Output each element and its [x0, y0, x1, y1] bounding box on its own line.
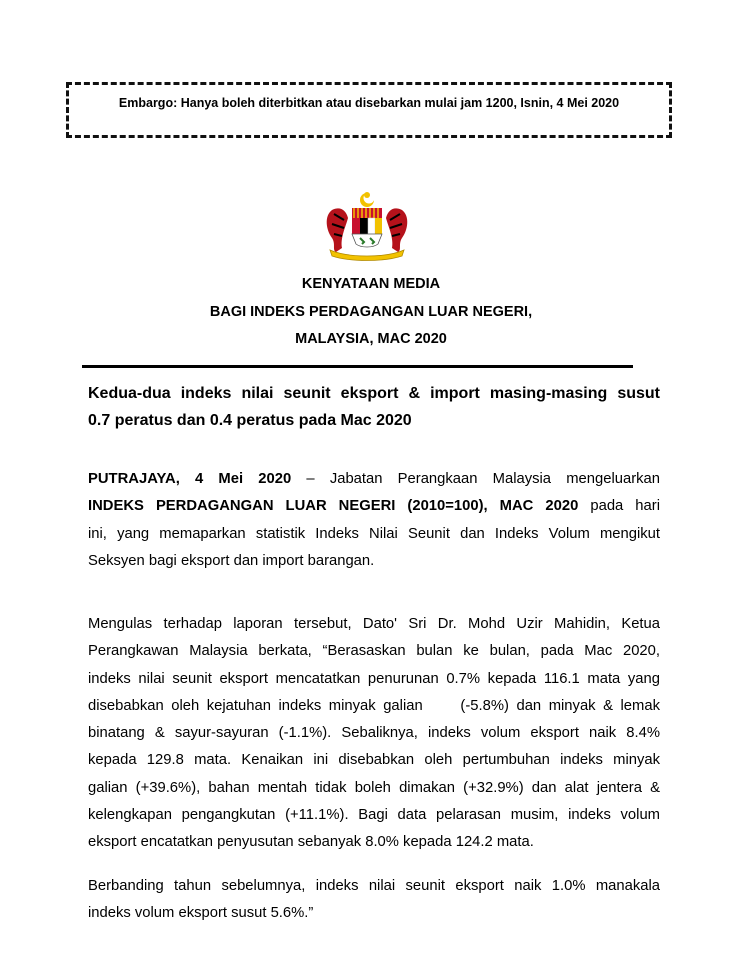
yoy-line-1: Berbanding tahun sebelumnya, indeks nilai seunit eksport naik 1.0% manakala: [88, 878, 660, 894]
statement-line: binatang & sayur-sayuran (-1.1%). Sebaliknya, indeks volum eksport naik 8.4%: [88, 725, 660, 742]
statement-line: Perangkawan Malaysia berkata, “Berasaskan bulan ke bulan, pada Mac 2020,: [88, 643, 660, 660]
intro-line-2: [88, 493, 660, 520]
heading-line-1: KENYATAAN MEDIA: [301, 276, 441, 292]
intro-line-1-text: – Jabatan Perangkaan Malaysia mengeluarkan: [291, 471, 661, 487]
intro-line-1: [88, 466, 660, 493]
heading-line-2: BAGI INDEKS PERDAGANGAN LUAR NEGERI,: [209, 304, 533, 320]
embargo-text: Embargo: Hanya boleh diterbitkan atau disebarkan mulai jam 1200, Isnin, 4 Mei 2020: [118, 96, 620, 110]
intro-line-3: ini, yang memaparkan statistik Indeks Nilai Seunit dan Indeks Volum mengikut: [88, 525, 660, 542]
embargo-notice-box: [66, 82, 672, 138]
horizontal-divider: [82, 365, 633, 368]
statement-line: kepada 129.8 mata. Kenaikan ini disebabkan oleh pertumbuhan indeks minyak: [88, 752, 660, 769]
subheading-line-1: Kedua-dua indeks nilai seunit eksport & import masing-masing susut: [88, 385, 660, 402]
paragraph-statement: [88, 611, 660, 857]
statement-line: disebabkan oleh kejatuhan indeks minyak galian (-5.8%) dan minyak & lemak: [88, 697, 660, 714]
intro-line-2-text: pada hari: [578, 498, 660, 515]
statement-line: eksport encatatkan penyusutan sebanyak 8.0% kepada 124.2 mata.: [88, 834, 534, 851]
paragraph-intro: [88, 466, 660, 575]
subheading: [88, 380, 660, 434]
paragraph-year-on-year: [88, 873, 660, 928]
malaysia-coat-of-arms-icon: [318, 190, 416, 262]
report-title: INDEKS PERDAGANGAN LUAR NEGERI (2010=100), MAC 2020: [88, 498, 579, 515]
subheading-line-2: 0.7 peratus dan 0.4 peratus pada Mac 2020: [88, 412, 412, 429]
heading-line-3: MALAYSIA, MAC 2020: [295, 331, 447, 347]
statement-line: indeks nilai seunit eksport mencatatkan penurunan 0.7% kepada 116.1 mata yang: [88, 670, 660, 687]
statement-line: Mengulas terhadap laporan tersebut, Dato' Sri Dr. Mohd Uzir Mahidin, Ketua: [88, 616, 660, 632]
statement-line: kelengkapan pengangkutan (+11.1%). Bagi data pelarasan musim, indeks volum: [88, 807, 660, 824]
dateline: PUTRAJAYA, 4 Mei 2020: [88, 471, 292, 487]
yoy-line-2: indeks volum eksport susut 5.6%.”: [88, 905, 314, 922]
statement-line: galian (+39.6%), bahan mentah tidak boleh dimakan (+32.9%) dan alat jentera &: [88, 779, 660, 796]
intro-line-4: Seksyen bagi eksport dan import barangan.: [88, 552, 375, 569]
